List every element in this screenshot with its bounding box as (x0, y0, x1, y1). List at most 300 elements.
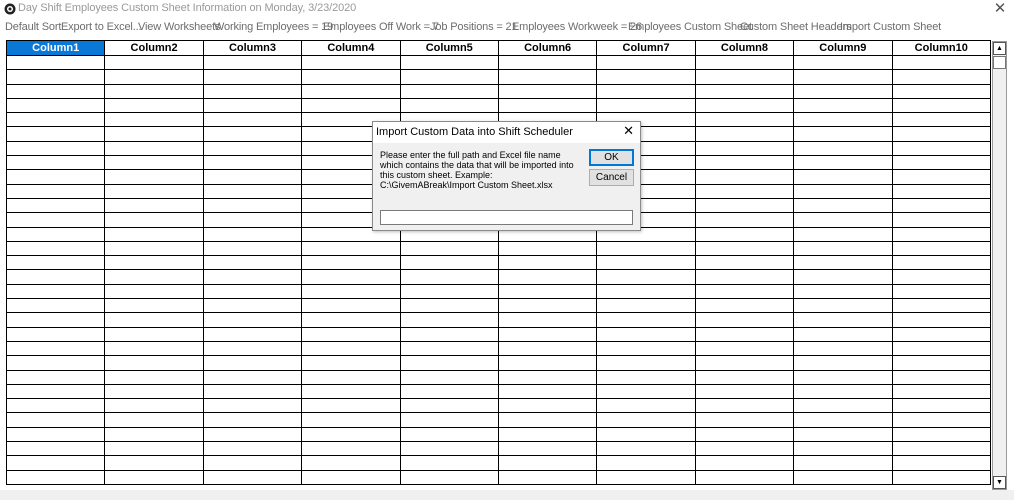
grid-cell[interactable] (7, 98, 105, 112)
grid-cell[interactable] (498, 370, 596, 384)
grid-cell[interactable] (597, 98, 695, 112)
menu-import-custom-sheet[interactable]: Import Custom Sheet (840, 21, 942, 33)
grid-cell[interactable] (892, 442, 990, 456)
grid-cell[interactable] (302, 270, 400, 284)
grid-cell[interactable] (794, 113, 892, 127)
grid-cell[interactable] (597, 70, 695, 84)
grid-cell[interactable] (597, 299, 695, 313)
grid-cell[interactable] (203, 427, 301, 441)
grid-cell[interactable] (105, 198, 203, 212)
grid-cell[interactable] (302, 470, 400, 484)
column-header-3[interactable]: Column3 (203, 41, 301, 56)
grid-cell[interactable] (892, 70, 990, 84)
grid-cell[interactable] (400, 84, 498, 98)
grid-cell[interactable] (892, 370, 990, 384)
grid-cell[interactable] (794, 356, 892, 370)
grid-cell[interactable] (203, 98, 301, 112)
grid-cell[interactable] (203, 241, 301, 255)
grid-cell[interactable] (695, 413, 793, 427)
grid-cell[interactable] (302, 356, 400, 370)
grid-cell[interactable] (400, 313, 498, 327)
grid-cell[interactable] (400, 98, 498, 112)
grid-cell[interactable] (597, 356, 695, 370)
grid-cell[interactable] (695, 370, 793, 384)
grid-cell[interactable] (695, 70, 793, 84)
grid-cell[interactable] (7, 327, 105, 341)
grid-cell[interactable] (203, 270, 301, 284)
grid-cell[interactable] (302, 399, 400, 413)
grid-cell[interactable] (203, 84, 301, 98)
grid-cell[interactable] (794, 370, 892, 384)
grid-cell[interactable] (105, 227, 203, 241)
grid-cell[interactable] (892, 399, 990, 413)
grid-cell[interactable] (7, 213, 105, 227)
grid-cell[interactable] (7, 284, 105, 298)
grid-cell[interactable] (794, 84, 892, 98)
grid-cell[interactable] (794, 470, 892, 484)
grid-cell[interactable] (794, 98, 892, 112)
grid-cell[interactable] (105, 284, 203, 298)
grid-cell[interactable] (597, 84, 695, 98)
grid-cell[interactable] (498, 313, 596, 327)
grid-cell[interactable] (597, 427, 695, 441)
grid-cell[interactable] (400, 70, 498, 84)
grid-cell[interactable] (892, 184, 990, 198)
grid-cell[interactable] (302, 56, 400, 70)
grid-cell[interactable] (498, 427, 596, 441)
grid-cell[interactable] (105, 427, 203, 441)
grid-cell[interactable] (695, 184, 793, 198)
grid-cell[interactable] (892, 456, 990, 470)
grid-cell[interactable] (203, 284, 301, 298)
grid-cell[interactable] (7, 56, 105, 70)
data-grid[interactable] (6, 40, 991, 490)
grid-cell[interactable] (7, 170, 105, 184)
grid-cell[interactable] (105, 313, 203, 327)
grid-cell[interactable] (695, 170, 793, 184)
grid-cell[interactable] (695, 198, 793, 212)
grid-cell[interactable] (105, 56, 203, 70)
grid-cell[interactable] (695, 299, 793, 313)
grid-cell[interactable] (892, 113, 990, 127)
grid-cell[interactable] (105, 356, 203, 370)
grid-cell[interactable] (302, 84, 400, 98)
grid-cell[interactable] (302, 98, 400, 112)
grid-cell[interactable] (695, 442, 793, 456)
grid-cell[interactable] (892, 413, 990, 427)
grid-cell[interactable] (400, 284, 498, 298)
grid-cell[interactable] (794, 384, 892, 398)
grid-cell[interactable] (597, 470, 695, 484)
grid-cell[interactable] (794, 156, 892, 170)
menu-job-positions[interactable]: Job Positions = 21 (430, 21, 518, 33)
grid-cell[interactable] (105, 327, 203, 341)
grid-cell[interactable] (203, 299, 301, 313)
grid-cell[interactable] (203, 156, 301, 170)
grid-cell[interactable] (892, 384, 990, 398)
grid-cell[interactable] (105, 70, 203, 84)
grid-cell[interactable] (794, 198, 892, 212)
grid-cell[interactable] (105, 141, 203, 155)
column-header-5[interactable]: Column5 (400, 41, 498, 56)
grid-table (6, 40, 991, 485)
grid-cell[interactable] (794, 456, 892, 470)
grid-cell[interactable] (203, 256, 301, 270)
menu-employees-custom-sheet[interactable]: Employees Custom Sheet (628, 21, 752, 33)
menu-custom-sheet-headers[interactable]: Custom Sheet Headers (740, 21, 852, 33)
grid-cell[interactable] (794, 241, 892, 255)
grid-cell[interactable] (302, 384, 400, 398)
grid-cell[interactable] (695, 256, 793, 270)
grid-cell[interactable] (498, 413, 596, 427)
grid-cell[interactable] (203, 399, 301, 413)
grid-cell[interactable] (892, 241, 990, 255)
grid-cell[interactable] (695, 284, 793, 298)
grid-cell[interactable] (892, 84, 990, 98)
grid-cell[interactable] (695, 56, 793, 70)
grid-cell[interactable] (695, 470, 793, 484)
grid-cell[interactable] (203, 413, 301, 427)
grid-cell[interactable] (597, 456, 695, 470)
grid-cell[interactable] (695, 356, 793, 370)
grid-cell[interactable] (105, 456, 203, 470)
scroll-thumb[interactable] (993, 56, 1006, 69)
file-path-input[interactable] (380, 210, 633, 225)
grid-cell[interactable] (302, 299, 400, 313)
grid-cell[interactable] (7, 241, 105, 255)
grid-cell[interactable] (400, 427, 498, 441)
grid-cell[interactable] (498, 399, 596, 413)
grid-cell[interactable] (892, 170, 990, 184)
grid-cell[interactable] (597, 399, 695, 413)
grid-cell[interactable] (794, 213, 892, 227)
grid-cell[interactable] (498, 84, 596, 98)
grid-cell[interactable] (597, 384, 695, 398)
column-header-6[interactable]: Column6 (498, 41, 596, 56)
grid-cell[interactable] (498, 384, 596, 398)
grid-cell[interactable] (892, 141, 990, 155)
grid-cell[interactable] (7, 198, 105, 212)
grid-cell[interactable] (794, 341, 892, 355)
grid-cell[interactable] (203, 327, 301, 341)
grid-cell[interactable] (105, 170, 203, 184)
grid-cell[interactable] (302, 327, 400, 341)
grid-cell[interactable] (794, 313, 892, 327)
grid-cell[interactable] (203, 213, 301, 227)
grid-cell[interactable] (892, 470, 990, 484)
grid-cell[interactable] (794, 299, 892, 313)
dialog-close-icon[interactable]: ✕ (623, 124, 634, 139)
grid-cell[interactable] (105, 113, 203, 127)
grid-cell[interactable] (203, 370, 301, 384)
grid-cell[interactable] (105, 370, 203, 384)
grid-cell[interactable] (203, 341, 301, 355)
grid-cell[interactable] (7, 313, 105, 327)
grid-cell[interactable] (400, 299, 498, 313)
grid-cell[interactable] (7, 341, 105, 355)
column-header-4[interactable]: Column4 (302, 41, 400, 56)
grid-cell[interactable] (302, 427, 400, 441)
grid-cell[interactable] (794, 399, 892, 413)
grid-cell[interactable] (695, 327, 793, 341)
grid-cell[interactable] (302, 442, 400, 456)
grid-cell[interactable] (105, 470, 203, 484)
grid-cell[interactable] (400, 413, 498, 427)
grid-cell[interactable] (302, 284, 400, 298)
grid-cell[interactable] (105, 256, 203, 270)
grid-cell[interactable] (695, 341, 793, 355)
ok-button[interactable]: OK (589, 149, 634, 166)
grid-cell[interactable] (597, 370, 695, 384)
column-header-8[interactable]: Column8 (695, 41, 793, 56)
grid-cell[interactable] (498, 456, 596, 470)
grid-cell[interactable] (302, 70, 400, 84)
grid-cell[interactable] (7, 456, 105, 470)
grid-cell[interactable] (203, 141, 301, 155)
grid-cell[interactable] (597, 256, 695, 270)
grid-cell[interactable] (203, 113, 301, 127)
window-close-icon[interactable]: ✕ (993, 0, 1007, 17)
grid-cell[interactable] (498, 270, 596, 284)
grid-cell[interactable] (498, 284, 596, 298)
grid-cell[interactable] (203, 470, 301, 484)
grid-cell[interactable] (400, 370, 498, 384)
grid-cell[interactable] (892, 327, 990, 341)
grid-cell[interactable] (7, 442, 105, 456)
grid-cell[interactable] (203, 198, 301, 212)
grid-cell[interactable] (302, 313, 400, 327)
grid-cell[interactable] (7, 413, 105, 427)
grid-cell[interactable] (203, 442, 301, 456)
grid-cell[interactable] (203, 170, 301, 184)
grid-cell[interactable] (597, 442, 695, 456)
grid-cell[interactable] (695, 384, 793, 398)
table-row (7, 98, 991, 112)
table-row (7, 356, 991, 370)
grid-cell[interactable] (892, 198, 990, 212)
grid-cell[interactable] (695, 241, 793, 255)
grid-cell[interactable] (695, 156, 793, 170)
grid-cell[interactable] (203, 127, 301, 141)
grid-cell[interactable] (7, 256, 105, 270)
grid-cell[interactable] (498, 241, 596, 255)
grid-cell[interactable] (400, 327, 498, 341)
menu-working-employees[interactable]: Working Employees = 19 (214, 21, 334, 33)
grid-cell[interactable] (302, 413, 400, 427)
grid-cell[interactable] (892, 256, 990, 270)
grid-cell[interactable] (892, 284, 990, 298)
grid-cell[interactable] (892, 313, 990, 327)
grid-cell[interactable] (597, 56, 695, 70)
grid-cell[interactable] (892, 270, 990, 284)
grid-cell[interactable] (794, 70, 892, 84)
grid-cell[interactable] (498, 341, 596, 355)
grid-cell[interactable] (597, 413, 695, 427)
grid-cell[interactable] (892, 227, 990, 241)
grid-cell[interactable] (892, 156, 990, 170)
column-header-10[interactable]: Column10 (892, 41, 990, 56)
grid-cell[interactable] (498, 442, 596, 456)
grid-cell[interactable] (105, 213, 203, 227)
grid-cell[interactable] (302, 456, 400, 470)
grid-cell[interactable] (7, 370, 105, 384)
grid-cell[interactable] (597, 284, 695, 298)
grid-cell[interactable] (400, 456, 498, 470)
grid-cell[interactable] (105, 241, 203, 255)
column-header-7[interactable]: Column7 (597, 41, 695, 56)
grid-cell[interactable] (597, 270, 695, 284)
grid-cell[interactable] (794, 256, 892, 270)
column-header-9[interactable]: Column9 (794, 41, 892, 56)
grid-cell[interactable] (498, 356, 596, 370)
grid-cell[interactable] (695, 313, 793, 327)
table-row (7, 299, 991, 313)
grid-cell[interactable] (498, 299, 596, 313)
scroll-up-icon[interactable]: ▲ (993, 42, 1006, 55)
grid-cell[interactable] (892, 127, 990, 141)
grid-cell[interactable] (105, 442, 203, 456)
grid-cell[interactable] (695, 98, 793, 112)
grid-cell[interactable] (7, 156, 105, 170)
grid-cell[interactable] (7, 113, 105, 127)
grid-cell[interactable] (695, 213, 793, 227)
grid-cell[interactable] (203, 56, 301, 70)
menu-view-worksheets[interactable]: View Worksheets (138, 21, 221, 33)
grid-cell[interactable] (794, 127, 892, 141)
grid-cell[interactable] (105, 84, 203, 98)
grid-cell[interactable] (7, 70, 105, 84)
grid-cell[interactable] (400, 341, 498, 355)
grid-cell[interactable] (892, 56, 990, 70)
grid-cell[interactable] (794, 327, 892, 341)
grid-cell[interactable] (105, 98, 203, 112)
grid-cell[interactable] (794, 170, 892, 184)
menu-default-sort[interactable]: Default Sort (5, 21, 62, 33)
grid-cell[interactable] (105, 384, 203, 398)
grid-cell[interactable] (695, 427, 793, 441)
grid-cell[interactable] (105, 399, 203, 413)
grid-cell[interactable] (105, 341, 203, 355)
grid-cell[interactable] (695, 127, 793, 141)
grid-cell[interactable] (892, 427, 990, 441)
grid-cell[interactable] (597, 241, 695, 255)
grid-cell[interactable] (203, 70, 301, 84)
cancel-button[interactable]: Cancel (589, 169, 634, 186)
grid-cell[interactable] (302, 256, 400, 270)
grid-cell[interactable] (695, 84, 793, 98)
grid-cell[interactable] (7, 270, 105, 284)
grid-cell[interactable] (892, 341, 990, 355)
grid-cell[interactable] (794, 442, 892, 456)
grid-cell[interactable] (597, 341, 695, 355)
grid-cell[interactable] (794, 56, 892, 70)
grid-cell[interactable] (695, 113, 793, 127)
grid-cell[interactable] (203, 356, 301, 370)
grid-cell[interactable] (695, 270, 793, 284)
grid-cell[interactable] (400, 442, 498, 456)
grid-cell[interactable] (794, 270, 892, 284)
grid-cell[interactable] (400, 356, 498, 370)
grid-cell[interactable] (302, 370, 400, 384)
grid-cell[interactable] (794, 413, 892, 427)
grid-header-row (7, 41, 991, 56)
grid-cell[interactable] (7, 84, 105, 98)
grid-cell[interactable] (105, 127, 203, 141)
grid-cell[interactable] (695, 399, 793, 413)
grid-cell[interactable] (597, 327, 695, 341)
menu-export-to-excel[interactable]: Export to Excel... (61, 21, 142, 33)
grid-cell[interactable] (105, 270, 203, 284)
grid-cell[interactable] (400, 241, 498, 255)
grid-cell[interactable] (892, 299, 990, 313)
grid-cell[interactable] (892, 356, 990, 370)
grid-cell[interactable] (400, 470, 498, 484)
grid-cell[interactable] (105, 413, 203, 427)
grid-cell[interactable] (7, 227, 105, 241)
grid-cell[interactable] (302, 341, 400, 355)
grid-cell[interactable] (7, 127, 105, 141)
grid-cell[interactable] (7, 399, 105, 413)
grid-cell[interactable] (7, 470, 105, 484)
grid-cell[interactable] (892, 98, 990, 112)
grid-cell[interactable] (498, 98, 596, 112)
grid-cell[interactable] (7, 427, 105, 441)
grid-cell[interactable] (400, 384, 498, 398)
grid-cell[interactable] (400, 270, 498, 284)
grid-cell[interactable] (203, 456, 301, 470)
grid-cell[interactable] (794, 427, 892, 441)
grid-cell[interactable] (302, 241, 400, 255)
grid-cell[interactable] (203, 313, 301, 327)
grid-cell[interactable] (105, 156, 203, 170)
grid-cell[interactable] (7, 299, 105, 313)
grid-cell[interactable] (695, 227, 793, 241)
grid-cell[interactable] (695, 141, 793, 155)
grid-cell[interactable] (794, 184, 892, 198)
grid-cell[interactable] (794, 227, 892, 241)
grid-cell[interactable] (400, 256, 498, 270)
grid-cell[interactable] (498, 70, 596, 84)
grid-cell[interactable] (794, 284, 892, 298)
grid-cell[interactable] (7, 141, 105, 155)
grid-cell[interactable] (203, 384, 301, 398)
grid-cell[interactable] (695, 456, 793, 470)
grid-cell[interactable] (7, 356, 105, 370)
grid-cell[interactable] (498, 470, 596, 484)
grid-cell[interactable] (498, 256, 596, 270)
grid-cell[interactable] (105, 299, 203, 313)
grid-cell[interactable] (7, 384, 105, 398)
grid-cell[interactable] (498, 56, 596, 70)
grid-cell[interactable] (794, 141, 892, 155)
column-header-1[interactable]: Column1 (7, 41, 105, 56)
grid-cell[interactable] (400, 399, 498, 413)
grid-cell[interactable] (400, 56, 498, 70)
grid-cell[interactable] (498, 327, 596, 341)
grid-cell[interactable] (7, 184, 105, 198)
scroll-down-icon[interactable]: ▼ (993, 476, 1006, 489)
table-row (7, 284, 991, 298)
column-header-2[interactable]: Column2 (105, 41, 203, 56)
vertical-scrollbar[interactable] (992, 41, 1007, 490)
grid-cell[interactable] (597, 313, 695, 327)
menu-employees-off-work[interactable]: Employees Off Work = 7 (323, 21, 439, 33)
grid-cell[interactable] (105, 184, 203, 198)
grid-cell[interactable] (892, 213, 990, 227)
menu-employees-workweek[interactable]: Employees Workweek = 26 (512, 21, 642, 33)
grid-cell[interactable] (203, 227, 301, 241)
grid-cell[interactable] (203, 184, 301, 198)
